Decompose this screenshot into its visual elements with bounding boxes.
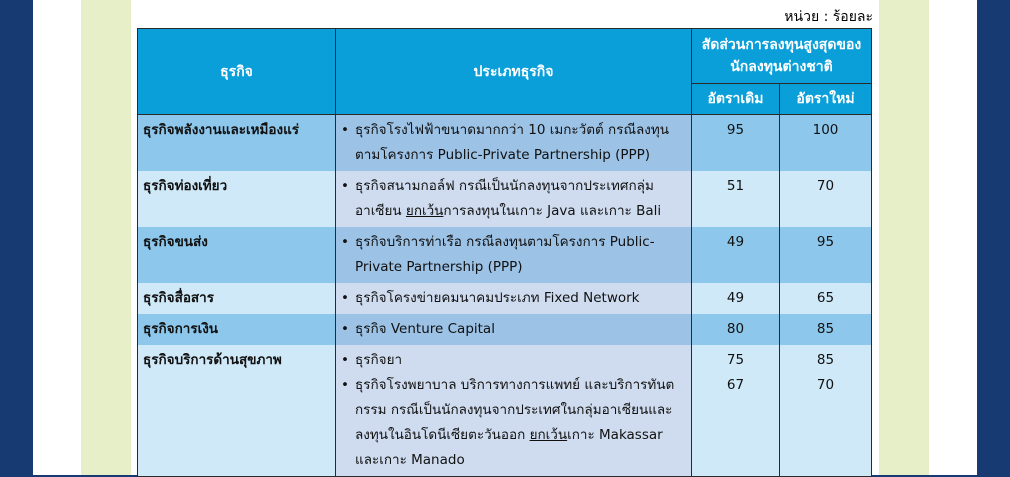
old-rate-value: 75	[726, 352, 745, 368]
business-type	[336, 283, 692, 314]
type-text: ธุรกิจบริการท่าเรือ กรณีลงทุนตามโครงการ Public-Private Partnership (PPP)	[355, 234, 655, 275]
type-text: ธุรกิจยา	[355, 352, 403, 368]
old-rate-value: 49	[726, 234, 745, 250]
type-text: ธุรกิจโครงข่ายคมนาคมประเภท Fixed Network	[355, 290, 640, 306]
type-item	[341, 317, 686, 342]
old-rate	[692, 171, 780, 227]
bullet-icon: •	[341, 234, 349, 250]
right-green-band	[879, 0, 929, 475]
investment-table	[137, 28, 872, 477]
business-name: ธุรกิจสื่อสาร	[138, 283, 336, 314]
table-row	[138, 227, 872, 283]
left-margin	[33, 0, 81, 475]
right-border-stripe	[977, 0, 1010, 475]
table-row	[138, 345, 872, 477]
new-rate	[780, 345, 872, 477]
header-type: ประเภทธุรกิจ	[336, 29, 692, 115]
new-rate-value: 70	[816, 178, 835, 194]
type-text: ธุรกิจโรงพยาบาล บริการทางการแพทย์ และบริการทันตกรรม กรณีเป็นนักลงทุนจากประเทศในกลุ่มอาเซียนและลงทุนในอินโดนีเซียตะวันออก ยกเว้นเกาะ Makassar และเกาะ Manado	[355, 377, 675, 468]
new-rate-value: 65	[816, 290, 835, 306]
left-green-band	[81, 0, 131, 475]
business-name: ธุรกิจการเงิน	[138, 314, 336, 345]
type-item	[341, 118, 686, 168]
old-rate-value: 80	[726, 321, 745, 337]
type-item	[341, 348, 686, 373]
business-type	[336, 171, 692, 227]
underlined-exception: ยกเว้น	[405, 203, 444, 219]
bullet-icon: •	[341, 178, 349, 194]
bullet-icon: •	[341, 352, 349, 368]
type-item	[341, 373, 686, 473]
new-rate	[780, 115, 872, 172]
business-name: ธุรกิจพลังงานและเหมืองแร่	[138, 115, 336, 172]
old-rate-value: 67	[726, 377, 745, 393]
business-type	[336, 227, 692, 283]
new-rate	[780, 171, 872, 227]
new-rate	[780, 283, 872, 314]
old-rate-value: 95	[726, 122, 745, 138]
new-rate	[780, 314, 872, 345]
left-border-stripe	[0, 0, 33, 475]
new-rate-value: 85	[816, 352, 835, 368]
header-new-rate: อัตราใหม่	[780, 84, 872, 115]
header-share: สัดส่วนการลงทุนสูงสุดของนักลงทุนต่างชาติ	[692, 29, 872, 84]
business-name: ธุรกิจขนส่ง	[138, 227, 336, 283]
new-rate-value: 100	[812, 122, 839, 138]
old-rate	[692, 115, 780, 172]
right-margin	[929, 0, 977, 475]
type-item	[341, 230, 686, 280]
table-row	[138, 314, 872, 345]
bullet-icon: •	[341, 122, 349, 138]
old-rate-value: 51	[726, 178, 745, 194]
new-rate-value: 70	[816, 377, 835, 393]
unit-label: หน่วย : ร้อยละ	[784, 9, 873, 25]
type-text: ธุรกิจ Venture Capital	[355, 321, 495, 337]
bullet-icon: •	[341, 321, 349, 337]
table-row	[138, 283, 872, 314]
business-type	[336, 314, 692, 345]
type-item	[341, 286, 686, 311]
header-old-rate: อัตราเดิม	[692, 84, 780, 115]
old-rate	[692, 345, 780, 477]
table-body	[138, 115, 872, 477]
old-rate	[692, 314, 780, 345]
business-type	[336, 115, 692, 172]
table-row	[138, 171, 872, 227]
business-type	[336, 345, 692, 477]
type-item	[341, 174, 686, 224]
type-text: ธุรกิจโรงไฟฟ้าขนาดมากกว่า 10 เมกะวัตต์ กรณีลงทุนตามโครงการ Public-Private Partnership (PPP)	[355, 122, 669, 163]
underlined-exception: ยกเว้น	[529, 427, 568, 443]
old-rate	[692, 227, 780, 283]
bullet-icon: •	[341, 377, 349, 393]
header-business: ธุรกิจ	[138, 29, 336, 115]
old-rate	[692, 283, 780, 314]
bullet-icon: •	[341, 290, 349, 306]
old-rate-value: 49	[726, 290, 745, 306]
table-row	[138, 115, 872, 172]
new-rate-value: 85	[816, 321, 835, 337]
business-name: ธุรกิจท่องเที่ยว	[138, 171, 336, 227]
new-rate	[780, 227, 872, 283]
new-rate-value: 95	[816, 234, 835, 250]
business-name: ธุรกิจบริการด้านสุขภาพ	[138, 345, 336, 477]
type-text: ธุรกิจสนามกอล์ฟ กรณีเป็นนักลงทุนจากประเทศกลุ่มอาเซียน ยกเว้นการลงทุนในเกาะ Java และเกาะ Bali	[355, 178, 662, 219]
